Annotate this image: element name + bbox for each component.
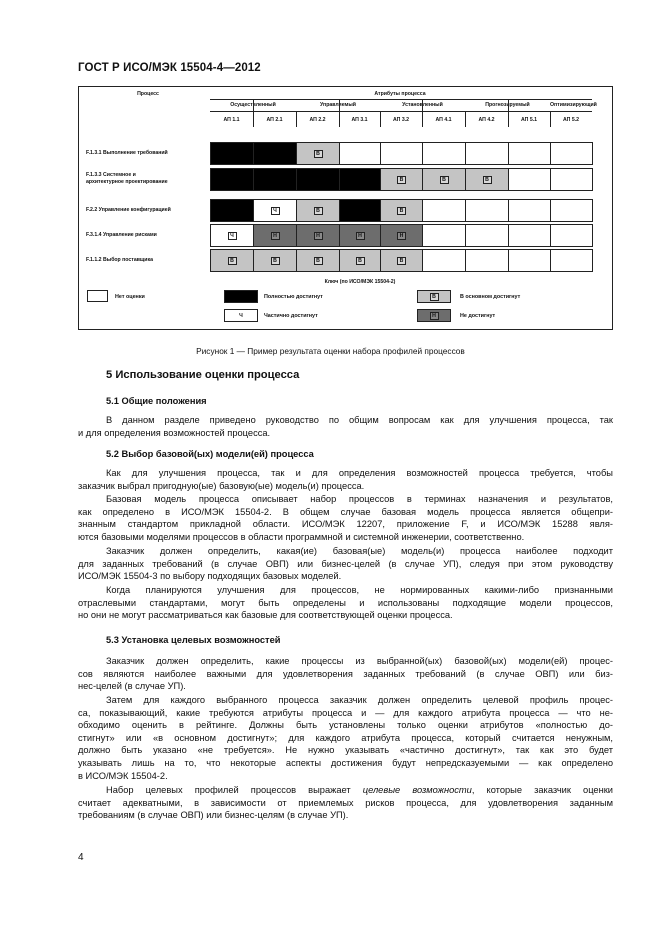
rating-mark: Ч — [271, 207, 280, 215]
rating-mark: В — [397, 257, 406, 265]
text-line — [78, 784, 613, 797]
text-line: считает адекватными, в зависимости от приемлемых рисков процесса, для удовлетворения заданным — [78, 797, 613, 808]
process-label-line: F.2.2 Управление конфигурацией — [86, 206, 171, 213]
rating-mark: В — [314, 257, 323, 265]
paragraph — [78, 784, 613, 822]
rating-mark: Ч — [228, 232, 237, 240]
text-line: ются базовыми моделями процессов в области программной и системной инженерии, соответственно. — [78, 531, 525, 542]
process-label-line: F.1.1.2 Выбор поставщика — [86, 256, 153, 263]
rating-mark: Н — [356, 232, 365, 240]
text-line: заказчик выбрал пригодную(ые) базовую(ые) модель(и) процесса. — [78, 480, 365, 491]
text-line: Заказчик должен определить, какая(ие) базовая(ые) модель(и) процесса наиболее подходит — [106, 546, 613, 556]
text-line: Заказчик должен определить, какие процессы из выбранной(ых) базовой(ых) модели(ей) процес- — [106, 656, 613, 666]
figure-caption: Рисунок 1 — Пример результата оценки набора профилей процессов — [196, 346, 465, 356]
text-line: В данном разделе приведено руководство по общим вопросам как для улучшения процесса, так — [106, 415, 613, 425]
document-header: ГОСТ Р ИСО/МЭК 15504-4—2012 — [78, 62, 261, 74]
legend-not-rated-label: Нет оценки — [115, 294, 145, 300]
text-line: как определено в ИСО/МЭК 15504-2. В общем случае базовая модель процесса является общепри- — [78, 506, 613, 517]
legend-fully-label: Полностью достигнут — [264, 294, 323, 300]
section-5-1-title: 5.1 Общие положения — [106, 396, 207, 406]
group-header: Управляемый — [320, 102, 356, 108]
text-run: Набор целевых профилей процессов выражает — [106, 785, 363, 795]
emphasis: целевые возможности — [362, 785, 472, 795]
header-process: Процесс — [137, 91, 159, 97]
rating-mark: В — [440, 176, 449, 184]
paragraph — [78, 655, 613, 693]
paragraph — [78, 414, 613, 439]
text-line: сов являются наиболее важными для удовлетворения заданных требований (в случае ОВП) или биз- — [78, 668, 613, 679]
process-label-line: архитектурное проектирование — [86, 179, 168, 185]
legend-not-label: Не достигнут — [460, 313, 496, 319]
text-line: Когда планируются улучшения для процессов, не нормированных какими-либо признанными — [106, 585, 613, 595]
text-line: Базовая модель процесса описывает набор процессов в терминах назначения и результатов, — [106, 494, 613, 504]
rating-mark: В — [314, 207, 323, 215]
group-header: Осуществленный — [230, 102, 276, 108]
attribute-header: АП 5.1 — [520, 117, 538, 123]
process-label-line: F.1.3.3 Системное и — [86, 172, 136, 178]
paragraph — [78, 493, 613, 543]
attribute-header: АП 2.1 — [266, 117, 283, 123]
attribute-header: АП 2.2 — [309, 117, 326, 123]
process-label-line: F.3.1.4 Управление рисками — [86, 231, 157, 238]
text-line: указывать лишь на то, что некоторые аспекты достижения будут непредсказуемыми — как определено — [78, 757, 613, 768]
attribute-header: АП 4.2 — [478, 117, 495, 123]
paragraph — [78, 584, 613, 622]
text-line: требованиям (в случае ОВП) или бизнес-целям (в случае УП). — [78, 810, 349, 821]
rating-mark: В — [483, 176, 492, 184]
rating-mark: Н — [271, 232, 280, 240]
rating-mark: В — [228, 257, 237, 265]
legend-largely-mark: В — [430, 293, 439, 301]
paragraph — [78, 467, 613, 492]
text-line: Как для улучшения процесса, так и для определения возможностей процесса требуется, чтобы — [106, 468, 613, 478]
attribute-header: АП 1.1 — [223, 117, 240, 123]
rating-mark: Н — [314, 232, 323, 240]
text-line: но они не могут рассматриваться как базовые для соответствующей оценки процесса. — [78, 610, 453, 621]
group-header: Оптимизирующий — [550, 102, 597, 108]
text-line: обходимо оценить в рейтинге. Должны быть установлены только оценки атрибутов «полностью до- — [78, 720, 613, 731]
rating-mark: В — [271, 257, 280, 265]
rating-mark: В — [314, 150, 323, 158]
rating-mark: В — [397, 176, 406, 184]
text-line: в ИСО/МЭК 15504-2. — [78, 770, 168, 781]
rating-mark: В — [356, 257, 365, 265]
text-line: са, показывающий, какие требуются атрибуты процесса и — для каждого атрибута процесса — что не- — [78, 707, 613, 718]
text-line: и для определения возможностей процесса. — [78, 427, 271, 438]
section-5-3-title: 5.3 Установка целевых возможностей — [106, 635, 281, 645]
text-line: нес-целей (в случае УП). — [78, 681, 186, 692]
text-line: знанным стандартом прикладной области. ИСО/МЭК 12207, приложение F, и ИСО/МЭК 15288 явля- — [78, 519, 613, 530]
text-line: отраслевыми стандартами, могут быть определены и использованы подходящие модели процессов, — [78, 597, 613, 608]
rating-mark: Н — [397, 232, 406, 240]
attribute-header: АП 4.1 — [435, 117, 452, 123]
attribute-header: АП 3.1 — [351, 117, 368, 123]
page-number: 4 — [78, 852, 84, 863]
text-line: стигнут» или «в основном достигнут»; для каждого атрибута процесса, который считается ненужным, — [78, 732, 613, 743]
text-run: , которые заказчик оценки — [471, 785, 613, 795]
paragraph — [78, 694, 613, 782]
header-attributes: Атрибуты процесса — [374, 91, 426, 97]
text-line: Затем для каждого выбранного процесса заказчик должен определить целевой профиль процес- — [106, 695, 613, 705]
rating-mark: В — [397, 207, 406, 215]
attribute-header: АП 5.2 — [562, 117, 580, 123]
attribute-header: АП 3.2 — [392, 117, 410, 123]
group-header: Установленный — [402, 102, 443, 108]
legend-not-mark: Н — [430, 312, 439, 320]
group-header: Прогнозируемый — [485, 102, 530, 108]
legend-partially-mark: Ч — [237, 312, 246, 320]
legend-partially-label: Частично достигнут — [264, 313, 318, 319]
paragraph — [78, 545, 613, 583]
text-line: ИСО/МЭК 15504-3 по выбору подходящих базовых моделей. — [78, 571, 342, 582]
text-line: для заданных требований (в случае ОВП) или бизнес-целей (в случае УП), следуя при этом руководству — [78, 558, 613, 569]
key-label: Ключ (по ИСО/МЭК 15504-2) — [324, 279, 396, 285]
section-5-2-title: 5.2 Выбор базовой(ых) модели(ей) процесса — [106, 449, 314, 459]
text-line: должно быть указано «не требуется». Не нужно указывать «частично достигнут», так как это будет — [78, 745, 613, 756]
legend-largely-label: В основном достигнут — [460, 294, 521, 300]
section-5-title: 5 Использование оценки процесса — [106, 369, 300, 381]
process-label-line: F.1.3.1 Выполнение требований — [86, 149, 168, 156]
